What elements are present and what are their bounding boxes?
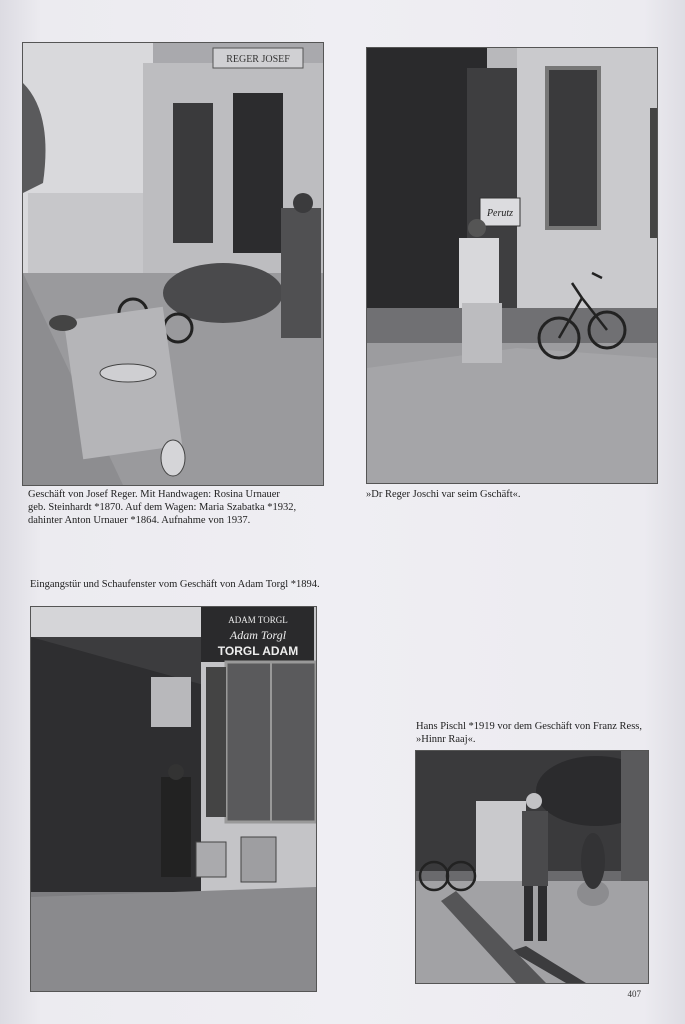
photo-reger-joschi: [366, 47, 658, 484]
photo-pischl-image: [416, 751, 648, 983]
page-number: 407: [627, 989, 641, 999]
caption-pischl: Hans Pischl *1919 vor dem Geschäft von Franz Ress, »Hinnr Raaj«.: [416, 721, 643, 745]
photo-pischl: [415, 750, 649, 984]
torgl-sign-line3: TORGL ADAM: [217, 644, 299, 658]
photo-torgl-shop-image: [31, 607, 316, 991]
photo-torgl-shop: [30, 606, 317, 992]
photo-reger-shop: [22, 42, 324, 486]
caption-torgl-shop: Eingangstür und Schaufenster vom Geschäft von Adam Torgl *1894.: [30, 579, 320, 590]
caption-reger-joschi: »Dr Reger Joschi var seim Gschäft«.: [366, 489, 521, 500]
perutz-sign-text: Perutz: [486, 208, 514, 219]
photo-reger-shop-image: [23, 43, 323, 485]
torgl-sign-line2: Adam Torgl: [229, 628, 287, 642]
photo-reger-joschi-image: [367, 48, 657, 483]
torgl-sign-line1: ADAM TORGL: [228, 615, 288, 625]
reger-sign-text: REGER JOSEF: [226, 54, 290, 65]
caption-reger-shop: Geschäft von Josef Reger. Mit Handwagen: Rosina Urnauer geb. Steinhardt *1870. Auf dem Wagen: Maria Szabatka *1932, dahinter Anton Urnauer *1864. Aufnahme von 1937.: [28, 489, 297, 526]
